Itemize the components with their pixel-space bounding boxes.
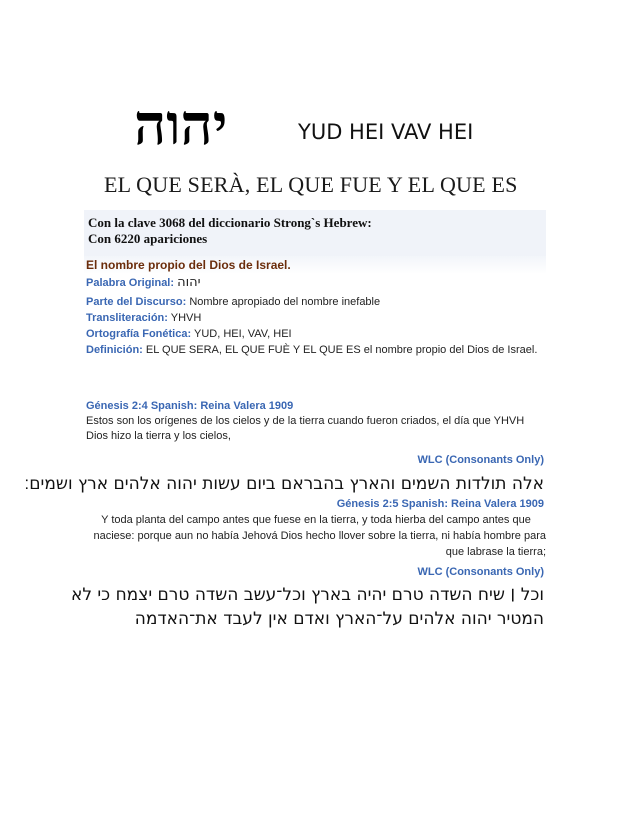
wlc-label-genesis-2-5: WLC (Consonants Only) (417, 566, 544, 578)
verse-text-genesis-2-5 (86, 512, 546, 560)
verse-heading-genesis-2-5: Génesis 2:5 Spanish: Reina Valera 1909 (336, 498, 544, 510)
verse-text-line: naciese: porque aun no había Jehová Dios hecho llover sobre la tierra, ni había hombre para (93, 530, 546, 542)
field-label: Definición: (86, 344, 143, 356)
hebrew-verse-genesis-2-4: אלה תולדות השמים והארץ בהבראם ביום עשות יהוה אלהים ארץ ושמים׃ (24, 474, 544, 494)
strong-apariciones-line: Con 6220 apariciones (88, 231, 208, 246)
latin-name-title: YUD HEI VAV HEI (298, 120, 474, 144)
wlc-label-genesis-2-4: WLC (Consonants Only) (417, 454, 544, 466)
title-row (0, 92, 638, 162)
page-subtitle: EL QUE SERÀ, EL QUE FUE Y EL QUE ES (104, 172, 518, 197)
field-label: Palabra Original: (86, 277, 175, 289)
verse-text-line: que labrase la tierra; (445, 546, 546, 558)
field-label: Parte del Discurso: (86, 296, 187, 308)
field-palabra-original (86, 276, 201, 290)
field-value: YHVH (170, 312, 202, 324)
hebrew-name-title: יהוה (134, 92, 228, 158)
field-label: Transliteración: (86, 312, 168, 324)
field-parte-discurso (86, 295, 380, 309)
field-transliteracion (86, 311, 201, 325)
field-definicion (86, 343, 537, 357)
hebrew-verse-genesis-2-5-line2: המטיר יהוה אלהים על־הארץ ואדם אין לעבד את־האדמה (134, 609, 544, 629)
field-label: Ortografía Fonética: (86, 328, 192, 340)
verse-text-line: Estos son los orígenes de los cielos y de la tierra cuando fueron criados, el día que YHVH (86, 415, 525, 427)
verse-text-line: Dios hizo la tierra y los cielos, (86, 430, 231, 442)
strong-clave-line: Con la clave 3068 del diccionario Strong`s Hebrew: (88, 215, 372, 230)
verse-text-genesis-2-4 (86, 414, 546, 444)
definition-heading-text: El nombre propio del Dios de Israel. (86, 258, 291, 272)
verse-heading-genesis-2-4: Génesis 2:4 Spanish: Reina Valera 1909 (86, 400, 294, 412)
field-value: Nombre apropiado del nombre inefable (189, 296, 381, 308)
hebrew-verse-genesis-2-5-line1: וכל ׀ שיח השדה טרם יהיה בארץ וכל־עשב השדה טרם יצמח כי לא (70, 585, 544, 605)
field-value: YUD, HEI, VAV, HEI (193, 328, 292, 340)
field-value: יהוה (177, 275, 201, 290)
verse-text-line: Y toda planta del campo antes que fuese en la tierra, y toda hierba del campo antes que (101, 514, 531, 526)
field-ortografia (86, 327, 292, 341)
definition-heading (84, 256, 546, 274)
field-value: EL QUE SERA, EL QUE FUÈ Y EL QUE ES el nombre propio del Dios de Israel. (145, 344, 538, 356)
